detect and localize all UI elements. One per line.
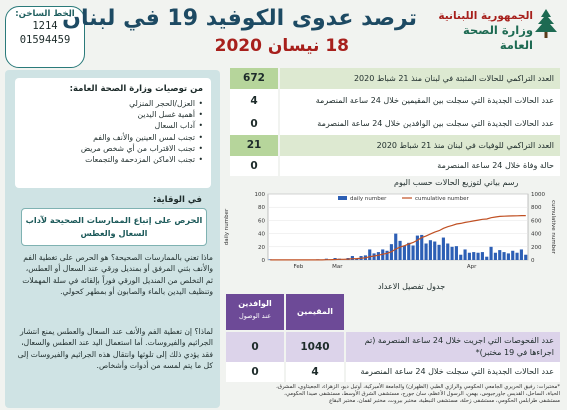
newcases-label-cell: عدد الحالات الجديدة التي سجلت خلال 24 ساعة المنصرمة <box>346 362 560 382</box>
right-tick-label: 600 <box>531 218 542 225</box>
table-row-tests <box>226 332 560 362</box>
daily-bar <box>368 249 371 260</box>
daily-bar <box>459 255 462 260</box>
ministry-label: وزارة الصحة العامة <box>463 23 533 52</box>
stat-row-new-deaths <box>230 156 560 176</box>
recommendations-list <box>23 98 203 165</box>
stat-label: عدد الحالات الجديدة التي سجلت بين المقيمين خلال 24 ساعة المنصرمة <box>280 89 560 113</box>
left-tick-label: 100 <box>254 192 265 198</box>
recommendations-box <box>15 78 211 188</box>
prevention-paragraph-why: لماذا؟ إن تغطية الفم والأنف عند السعال والعطس يمنع انتشار الجراثيم والفيروسات. أما استعمال اليد عند العطس والسعال، فقد يؤدي ذلك إلى تلوثها وانتقال هذه الجراثيم والفيروسات إلى كل ما يتم لمسه من أدوات وأشخاص. <box>17 327 213 370</box>
y-axis-left-title: daily number <box>224 208 230 246</box>
tests-arrivals-cell: 0 <box>226 332 284 362</box>
daily-bar <box>407 243 410 260</box>
daily-cases-chart <box>220 178 560 283</box>
stat-row-new-residents <box>230 89 560 113</box>
legend-daily-label: daily number <box>350 196 387 202</box>
right-tick-label: 800 <box>531 205 542 212</box>
recommendations-title: من توصيات وزارة الصحة العامة: <box>69 84 203 94</box>
daily-bar <box>498 250 501 260</box>
hotline-number-1[interactable]: 1214 <box>32 20 58 32</box>
daily-bar <box>468 253 471 260</box>
prevention-paragraph-what: ماذا تعني بالممارسات الصحيحة؟ هو الحرص على تغطية الفم والأنف بثني المرفق أو بمنديل ورقي عند السعال أو العطس، ثم التخلص من المنديل الورقي فوراً بإلقائه في سلة المهملات وتنظيف اليدين بالماء والصابون أو بمطهر كحولي. <box>22 253 213 296</box>
newcases-residents-cell: 4 <box>286 362 344 382</box>
page-title: ترصد عدوى الكوفيد 19 في لبنان <box>62 6 417 31</box>
daily-bar <box>490 247 493 260</box>
recommendation-item: • تجنب لمس العينين والأنف والفم <box>23 132 203 143</box>
stat-label: حالة وفاة خلال 24 ساعة المنصرمة <box>280 156 560 176</box>
plot-area <box>268 194 528 260</box>
daily-bar <box>464 249 467 260</box>
stat-label: العدد التراكمي للوفيات في لبنان منذ 21 شباط 2020 <box>280 135 560 156</box>
header-residents: المقيمين <box>286 294 344 330</box>
stat-value: 4 <box>230 89 278 113</box>
daily-bar <box>520 249 523 260</box>
daily-bar <box>394 234 397 260</box>
daily-bar <box>455 246 458 260</box>
details-table-title: جدول تفصيل الاعداد <box>378 282 446 291</box>
stat-row-total-cases <box>230 68 560 89</box>
daily-bar <box>507 253 510 260</box>
ministry-name <box>433 10 533 53</box>
daily-bar <box>494 253 497 260</box>
labs-footnote: *مختبرات: رفيق الحريري الجامعي الحكومي والرازي الطبي (الظهران) والجامعة الأميركية، أوتيل ديو، الزهراء، الجعيتاوي، المشرق، الحياة، الساحل، القديس جاورجيوس، بهمن، الرسول الأعظم، سان جورج، مستشفى الشرق الأوسط، مستشفى صيدا الحكومي، مستشفى طرابلس الحكومي، مستشفى زحلة، مستشفى النبطية، مختبر بيروت، مختبر لقمان، مختبر البقاع <box>276 384 560 405</box>
legend-daily-swatch <box>338 196 347 200</box>
stat-label: عدد الحالات الجديدة التي سجلت بين الوافدين خلال 24 ساعة المنصرمة <box>280 113 560 135</box>
daily-bar <box>477 253 480 260</box>
right-tick-label: 200 <box>531 244 542 251</box>
table-row-new-cases <box>226 362 560 382</box>
recommendation-item: • أهمية غسل اليدين <box>23 109 203 120</box>
left-tick-label: 40 <box>258 231 265 238</box>
stat-value: 21 <box>230 135 278 156</box>
tests-label-cell: عدد الفحوصات التي اجريت خلال 24 ساعة المنصرمة (تم اجراءها في 19 مختبر)* <box>346 332 560 362</box>
stat-value: 672 <box>230 68 278 89</box>
left-tick-label: 80 <box>258 205 265 212</box>
daily-bar <box>429 240 432 260</box>
daily-bar <box>438 245 441 260</box>
daily-bar <box>485 257 488 260</box>
header-arrivals-label: الوافدين <box>238 299 272 308</box>
daily-bar <box>377 252 380 260</box>
left-tick-label: 0 <box>261 258 265 264</box>
header-arrivals-sub: عند الوصول <box>238 312 272 320</box>
y-axis-right-title: cumulative number <box>550 200 556 254</box>
stat-label: العدد التراكمي للحالات المثبتة في لبنان منذ 21 شباط 2020 <box>280 68 560 89</box>
report-date: 18 نيسان 2020 <box>214 36 349 56</box>
daily-bar <box>425 244 428 261</box>
newcases-arrivals-cell: 0 <box>226 362 284 382</box>
daily-bar <box>386 251 389 260</box>
x-tick-label: Apr <box>466 264 477 270</box>
hotline-title: الخط الساخن: <box>15 9 75 19</box>
daily-bar <box>524 255 527 260</box>
recommendation-item: • تجنب الاماكن المزدحمة والتجمعات <box>23 154 203 165</box>
hotline-number-2[interactable]: 01594459 <box>19 34 71 46</box>
prevention-highlight: الحرص على إتباع الممارسات الصحيحة لآداب السعال والعطس <box>21 208 207 246</box>
recommendations-panel <box>5 70 220 408</box>
right-tick-label: 400 <box>531 231 542 238</box>
daily-bar <box>412 245 415 260</box>
right-tick-label: 1000 <box>531 192 545 198</box>
stat-value: 0 <box>230 113 278 135</box>
prevention-title: في الوقاية: <box>152 195 202 205</box>
daily-bar <box>481 252 484 260</box>
chart-svg <box>220 188 560 283</box>
daily-bar <box>399 241 402 260</box>
left-tick-label: 60 <box>258 218 265 225</box>
x-tick-label: Feb <box>293 264 304 270</box>
daily-bar <box>511 251 514 260</box>
daily-bar <box>451 247 454 260</box>
daily-bar <box>446 244 449 261</box>
daily-bar <box>433 242 436 260</box>
cedar-logo-icon <box>533 8 559 40</box>
stat-row-new-arrivals <box>230 113 560 135</box>
recommendation-item: • تجنب الاقتراب من أي شخص مريض <box>23 143 203 154</box>
daily-bar <box>472 252 475 260</box>
stat-row-total-deaths <box>230 135 560 156</box>
x-tick-label: Mar <box>332 264 343 270</box>
header-arrivals <box>226 294 284 330</box>
right-tick-label: 0 <box>531 258 535 264</box>
chart-title: رسم بياني لتوزيع الحالات حسب اليوم <box>394 178 519 187</box>
legend-cumulative-label: cumulative number <box>415 196 469 202</box>
recommendation-item: • آداب السعال <box>23 120 203 131</box>
republic-label: الجمهورية اللبنانية <box>438 10 533 22</box>
recommendation-item: • العزل/الحجر المنزلي <box>23 98 203 109</box>
tests-residents-cell: 1040 <box>286 332 344 362</box>
stat-value: 0 <box>230 156 278 176</box>
daily-bar <box>503 252 506 260</box>
left-tick-label: 20 <box>258 244 265 251</box>
daily-bar <box>516 253 519 260</box>
daily-bar <box>442 238 445 260</box>
daily-bar <box>403 245 406 260</box>
